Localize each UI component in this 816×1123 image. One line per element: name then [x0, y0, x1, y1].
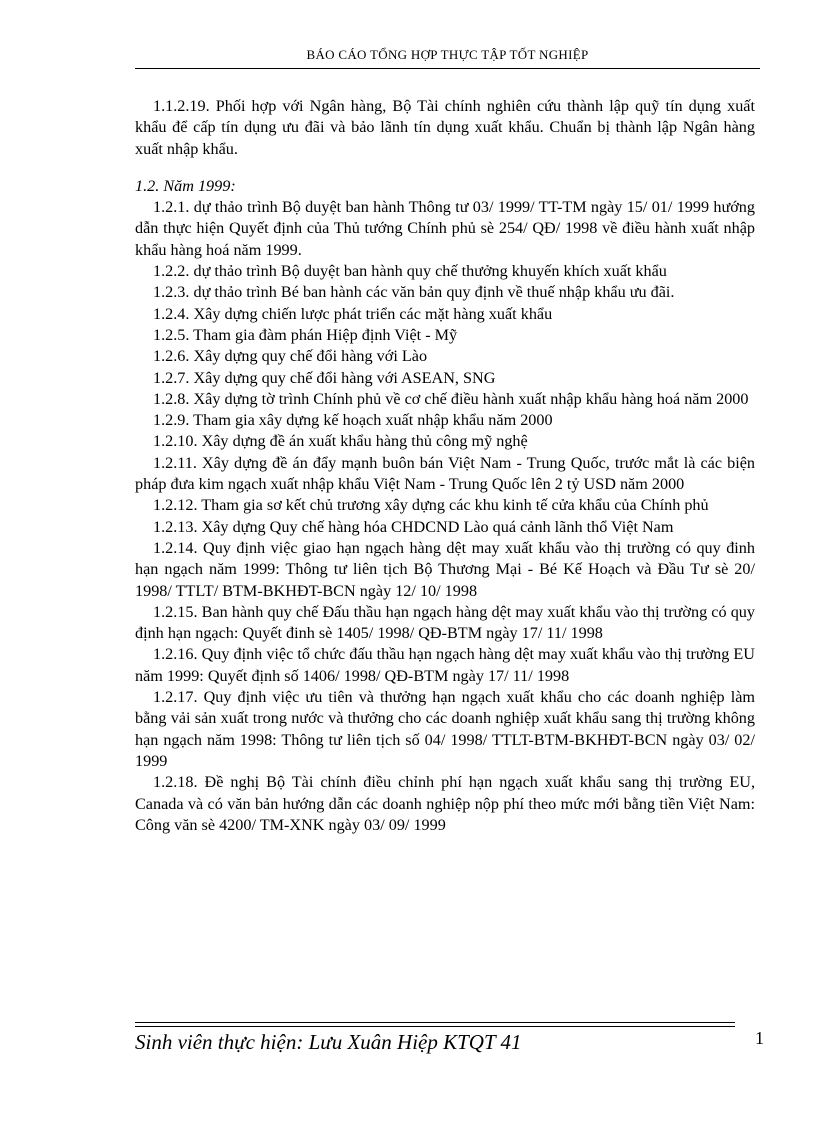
list-item: 1.2.3. dự thảo trình Bé ban hành các văn bản quy định về thuế nhập khẩu ưu đãi. — [153, 283, 675, 302]
header-divider — [135, 68, 760, 69]
list-item: 1.2.9. Tham gia xây dựng kế hoạch xuất nhập khẩu năm 2000 — [153, 411, 553, 430]
footer-divider-top — [135, 1022, 735, 1023]
list-item: 1.2.14. Quy định việc giao hạn ngạch hàng dệt may xuất khẩu vào thị trường có quy đinh hạn ngạch năm 1999: Thông tư liên tịch Bộ Thương Mại - Bé Kế Hoạch và Đầu Tư sè 20/ 1998/ TTLT/ BTM-BKHĐT-BCN ngày 12/ 10/ 1998 — [135, 538, 755, 600]
list-item: 1.2.10. Xây dựng đề án xuất khẩu hàng thủ công mỹ nghệ — [153, 432, 528, 451]
list-item: 1.2.1. dự thảo trình Bộ duyệt ban hành Thông tư 03/ 1999/ TT-TM ngày 15/ 01/ 1999 hướng dẫn thực hiện Quyết định của Thủ tướng Chính phủ sè 254/ QĐ/ 1998 về điều hành xuất nhập khẩu hàng hoá năm 1999. — [135, 198, 755, 259]
list-item: 1.2.15. Ban hành quy chế Đấu thầu hạn ngạch hàng dệt may xuất khẩu vào thị trường có quy định hạn ngạch: Quyết đinh sè 1405/ 1998/ QĐ-BTM ngày 17/ 11/ 1998 — [135, 602, 755, 643]
list-item: 1.2.17. Quy định việc ưu tiên và thưởng hạn ngạch xuất khẩu cho các doanh nghiệp làm bằng vải sản xuất trong nước và thưởng cho các doanh nghiệp xuất khẩu sang thị trường không hạn ngạch năm 1998: Thông tư liên tịch số 04/ 1998/ TTLT-BTM-BKHĐT-BCN ngày 03/ 02/ 1999 — [135, 688, 755, 770]
footer-author: Sinh viên thực hiện: Lưu Xuân Hiệp KTQT 41 — [135, 1030, 522, 1054]
list-item: 1.2.6. Xây dựng quy chế đổi hàng với Lào — [153, 347, 428, 366]
list-item: 1.2.13. Xây dựng Quy chế hàng hóa CHDCND Lào quá cảnh lãnh thổ Việt Nam — [153, 517, 674, 536]
list-item: 1.2.18. Đề nghị Bộ Tài chính điều chỉnh phí hạn ngạch xuất khẩu sang thị trường EU, Canada và có văn bản hướng dẫn các doanh nghiệp nộp phí theo mức mới bằng tiền Việt Nam: Công văn sè 4200/ TM-XNK ngày 03/ 09/ 1999 — [135, 773, 755, 834]
list-item: 1.2.4. Xây dựng chiến lược phát triển các mặt hàng xuất khẩu — [153, 304, 553, 323]
section-title: 1.2. Năm 1999: — [135, 176, 236, 195]
header-title: BÁO CÁO TỔNG HỢP THỰC TẬP TỐT NGHIỆP — [306, 47, 589, 62]
page-number: 1 — [755, 1028, 764, 1048]
list-item: 1.2.12. Tham gia sơ kết chủ trương xây dựng các khu kinh tế cửa khẩu của Chính phủ — [153, 496, 709, 515]
footer-divider-bottom — [135, 1026, 735, 1027]
list-item: 1.2.8. Xây dựng tờ trình Chính phủ về cơ chế điều hành xuất nhập khẩu hàng hoá năm 2000 — [153, 389, 749, 408]
list-item: 1.2.11. Xây dựng đề án đẩy mạnh buôn bán Việt Nam - Trung Quốc, trước mắt là các biện pháp đưa kim ngạch xuất nhập khẩu Việt Nam - Trung Quốc lên 2 tỷ USD năm 2000 — [135, 453, 755, 494]
list-item: 1.2.16. Quy định việc tổ chức đấu thầu hạn ngạch hàng dệt may xuất khẩu vào thị trường EU năm 1999: Quyết định số 1406/ 1998/ QĐ-BTM ngày 17/ 11/ 1998 — [135, 645, 755, 685]
document-body — [135, 96, 755, 836]
list-item: 1.2.2. dự thảo trình Bộ duyệt ban hành quy chế thưởng khuyến khích xuất khẩu — [153, 262, 667, 281]
intro-paragraph: 1.1.2.19. Phối hợp với Ngân hàng, Bộ Tài chính nghiên cứu thành lập quỹ tín dụng xuất khẩu để cấp tín dụng ưu đãi và bảo lãnh tín dụng xuất khẩu. Chuẩn bị thành lập Ngân hàng xuất nhập khẩu. — [135, 97, 755, 158]
list-item: 1.2.7. Xây dựng quy chế đổi hàng với ASEAN, SNG — [153, 368, 496, 387]
list-item: 1.2.5. Tham gia đàm phán Hiệp định Việt - Mỹ — [153, 325, 458, 344]
section-items — [135, 197, 755, 836]
